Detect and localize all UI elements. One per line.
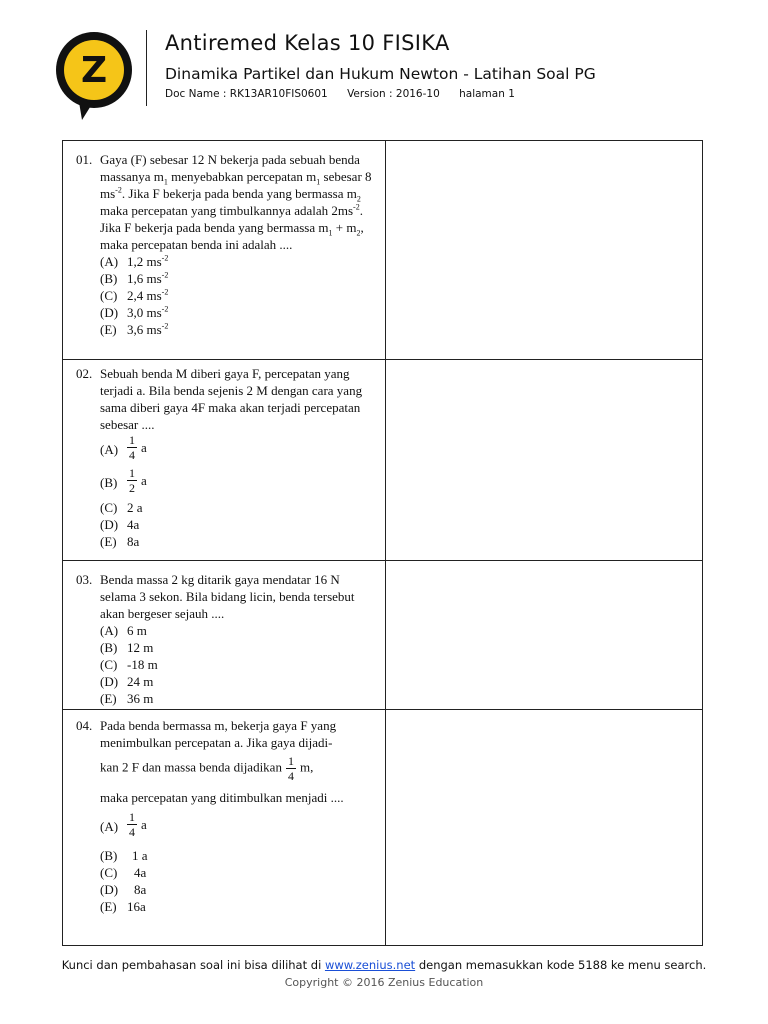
option-a[interactable]: (A) 1,2 $ms^{-2}$ (100, 253, 169, 269)
doc-name: Doc Name : RK13AR10FIS0601 (165, 88, 328, 100)
option-b[interactable]: (B) 1 a (100, 848, 148, 863)
question-2 (76, 365, 376, 550)
option-d[interactable]: (D) 24 m (100, 674, 154, 689)
page-title: Antiremed Kelas 10 FISIKA (165, 31, 450, 55)
logo-letter: Z (80, 50, 108, 91)
doc-page: halaman 1 (459, 88, 515, 100)
question-table (62, 140, 703, 946)
option-b[interactable]: (B) 1,6 $ms^{-2}$ (100, 270, 169, 286)
row-divider (63, 359, 702, 360)
option-b[interactable]: (B) 12 m (100, 640, 154, 655)
option-a[interactable]: (A) 6 m (100, 623, 147, 638)
option-c[interactable]: (C) 2 a (100, 500, 143, 515)
option-c[interactable]: (C) 4a (100, 865, 147, 880)
doc-version: Version : 2016-10 (347, 88, 440, 100)
question-stem: Sebuah benda M diberi gaya F, percepatan yang terjadi a. Bila benda sejenis 2 M dengan cara yang sama diberi gaya 4F maka akan terjadi percepatan sebesar .... (100, 366, 363, 432)
option-b[interactable]: (B) $\frac{1}{2}$ a (100, 466, 147, 495)
question-stem: Pada benda bermassa m, bekerja gaya F yang menimbulkan percepatan a. Jika gaya dijadi- kan 2 F dan massa benda dijadikan $\frac{1}{4}$ m, maka percepatan yang ditimbulkan menjadi .... (100, 718, 344, 805)
option-a[interactable]: (A) $\frac{1}{4}$ a (100, 433, 147, 462)
question-number: 03. (76, 572, 93, 587)
option-e[interactable]: (E) 8a (100, 534, 140, 549)
option-d[interactable]: (D) 8a (100, 882, 147, 897)
header-divider (146, 30, 147, 106)
option-d[interactable]: (D) 4a (100, 517, 140, 532)
question-1 (76, 151, 376, 338)
option-d[interactable]: (D) 3,0 $ms^{-2}$ (100, 304, 169, 320)
question-number: 02. (76, 366, 93, 381)
question-number: 04. (76, 718, 93, 733)
option-e[interactable]: (E) 3,6 $ms^{-2}$ (100, 321, 169, 337)
zenius-logo (52, 30, 136, 122)
question-stem: Benda massa 2 kg ditarik gaya mendatar 16 N selama 3 sekon. Bila bidang licin, benda tersebut akan bergeser sejauh .... (100, 572, 355, 621)
question-number: 01. (76, 152, 93, 167)
doc-info (165, 88, 531, 100)
option-e[interactable]: (E) 36 m (100, 691, 154, 706)
question-stem: Gaya (F) sebesar 12 N bekerja pada sebuah benda massanya $m_1$ menyebabkan percepatan $m_1$ sebesar 8 $ms^{-2}$. Jika F bekerja pada benda yang bermassa $m_2$ maka percepatan yang timbulkannya adalah $2ms^{-2}$. Jika F bekerja pada benda yang bermassa $m_1 + m_2$, maka percepatan benda ini adalah .... (100, 152, 372, 252)
page-subtitle: Dinamika Partikel dan Hukum Newton - Latihan Soal PG (165, 65, 596, 83)
question-4 (76, 717, 376, 915)
option-c[interactable]: (C) -18 m (100, 657, 158, 672)
option-e[interactable]: (E) 16a (100, 899, 146, 914)
option-a[interactable]: (A) $\frac{1}{4}$ a (100, 810, 147, 839)
question-3 (76, 571, 376, 707)
row-divider (63, 560, 702, 561)
option-c[interactable]: (C) 2,4 $ms^{-2}$ (100, 287, 169, 303)
copyright: Copyright © 2016 Zenius Education (284, 976, 484, 989)
zenius-link[interactable]: www.zenius.net (324, 958, 416, 972)
footer-note: Kunci dan pembahasan soal ini bisa dilihat di www.zenius.net dengan memasukkan kode 5188 ke menu search. (61, 958, 707, 972)
column-divider (385, 141, 386, 945)
row-divider (63, 709, 702, 710)
